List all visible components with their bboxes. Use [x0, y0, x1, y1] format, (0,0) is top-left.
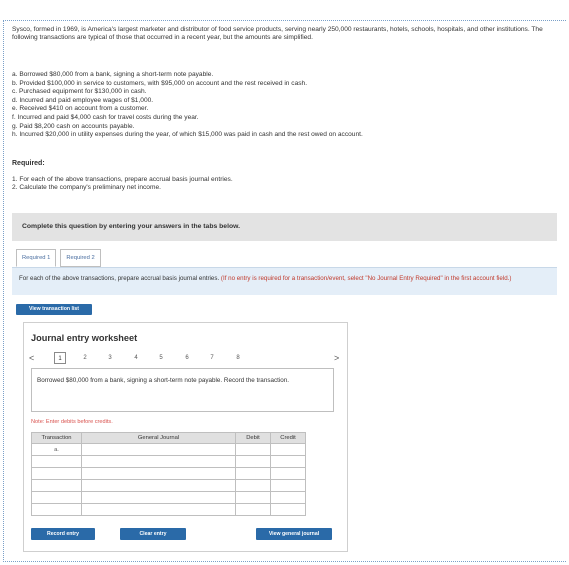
transaction-cell: a. — [32, 444, 82, 456]
transaction-item: d. Incurred and paid employee wages of $1,000. — [12, 96, 154, 104]
view-general-journal-button[interactable]: View general journal — [256, 528, 332, 540]
col-credit: Credit — [271, 433, 306, 444]
table-row — [32, 492, 306, 504]
account-input[interactable] — [82, 444, 236, 456]
table-row — [32, 504, 306, 516]
credit-input[interactable] — [271, 456, 306, 468]
col-debit: Debit — [236, 433, 271, 444]
transaction-description: Borrowed $80,000 from a bank, signing a short-term note payable. Record the transaction. — [37, 377, 290, 384]
table-row — [32, 456, 306, 468]
requirement-item: 2. Calculate the company's preliminary net income. — [12, 184, 161, 192]
transaction-item: c. Purchased equipment for $130,000 in cash. — [12, 88, 147, 96]
requirements-list — [12, 176, 233, 193]
worksheet-pager — [28, 352, 344, 364]
chevron-left-icon[interactable]: < — [29, 353, 35, 363]
col-transaction: Transaction — [32, 433, 82, 444]
view-transaction-list-button[interactable]: View transaction list — [16, 304, 92, 315]
requirement-item: 1. For each of the above transactions, prepare accrual basis journal entries. — [12, 176, 233, 183]
page-4[interactable]: 4 — [134, 355, 138, 361]
transaction-cell — [32, 456, 82, 468]
journal-table — [31, 432, 306, 516]
transaction-item: b. Provided $100,000 in service to customers, with $95,000 on account and the rest received in cash. — [12, 79, 308, 87]
page-8[interactable]: 8 — [236, 355, 240, 361]
table-row — [32, 444, 306, 456]
instructions-warning: (If no entry is required for a transaction/event, select "No Journal Entry Required" in the first account field.) — [220, 275, 512, 282]
account-input[interactable] — [82, 480, 236, 492]
transaction-item: h. Incurred $20,000 in utility expenses during the year, of which $15,000 was paid in cash and the rest owed on account. — [12, 131, 363, 139]
debit-input[interactable] — [236, 504, 271, 516]
debit-input[interactable] — [236, 444, 271, 456]
account-input[interactable] — [82, 468, 236, 480]
debit-input[interactable] — [236, 456, 271, 468]
instruction-bar — [12, 213, 557, 241]
transaction-item: g. Paid $8,200 cash on accounts payable. — [12, 122, 135, 130]
tab-required-1[interactable]: Required 1 — [16, 249, 56, 267]
requirement-tabs — [16, 249, 101, 267]
page-3[interactable]: 3 — [108, 355, 112, 361]
page-5[interactable]: 5 — [159, 355, 163, 361]
account-input[interactable] — [82, 504, 236, 516]
debit-input[interactable] — [236, 468, 271, 480]
instructions-main: For each of the above transactions, prepare accrual basis journal entries. — [19, 275, 220, 282]
tab-required-2[interactable]: Required 2 — [60, 249, 100, 267]
transaction-item: a. Borrowed $80,000 from a bank, signing a short-term note payable. — [12, 71, 214, 78]
page-7[interactable]: 7 — [210, 355, 214, 361]
required-heading: Required: — [12, 160, 45, 167]
table-row — [32, 480, 306, 492]
account-input[interactable] — [82, 456, 236, 468]
credit-input[interactable] — [271, 480, 306, 492]
journal-entry-worksheet — [23, 322, 348, 552]
transaction-list — [12, 71, 557, 140]
chevron-right-icon[interactable]: > — [334, 353, 340, 363]
tab-instructions — [12, 267, 557, 295]
instruction-text: Complete this question by entering your answers in the tabs below. — [22, 223, 241, 230]
transaction-cell — [32, 468, 82, 480]
clear-entry-button[interactable]: Clear entry — [120, 528, 186, 540]
transaction-cell — [32, 492, 82, 504]
page-2[interactable]: 2 — [83, 355, 87, 361]
transaction-cell — [32, 504, 82, 516]
debit-credit-note: Note: Enter debits before credits. — [31, 419, 113, 425]
credit-input[interactable] — [271, 444, 306, 456]
transaction-cell — [32, 480, 82, 492]
problem-intro: Sysco, formed in 1969, is America's largest marketer and distributor of food service products, serving nearly 250,000 restaurants, hotels, schools, hospitals, and other institutions. The following transactions are typical of those that occurred in a recent year, but the amounts are simplified. — [12, 26, 543, 42]
transaction-item: e. Received $410 on account from a customer. — [12, 105, 149, 113]
table-row — [32, 468, 306, 480]
col-general-journal: General Journal — [82, 433, 236, 444]
page-1[interactable]: 1 — [54, 352, 66, 364]
credit-input[interactable] — [271, 504, 306, 516]
transaction-description-box — [31, 368, 334, 412]
tab-instructions-text — [19, 275, 544, 282]
worksheet-title: Journal entry worksheet — [31, 333, 138, 343]
record-entry-button[interactable]: Record entry — [31, 528, 95, 540]
debit-input[interactable] — [236, 492, 271, 504]
page-6[interactable]: 6 — [185, 355, 189, 361]
account-input[interactable] — [82, 492, 236, 504]
credit-input[interactable] — [271, 468, 306, 480]
transaction-item: f. Incurred and paid $4,000 cash for travel costs during the year. — [12, 113, 199, 121]
credit-input[interactable] — [271, 492, 306, 504]
debit-input[interactable] — [236, 480, 271, 492]
